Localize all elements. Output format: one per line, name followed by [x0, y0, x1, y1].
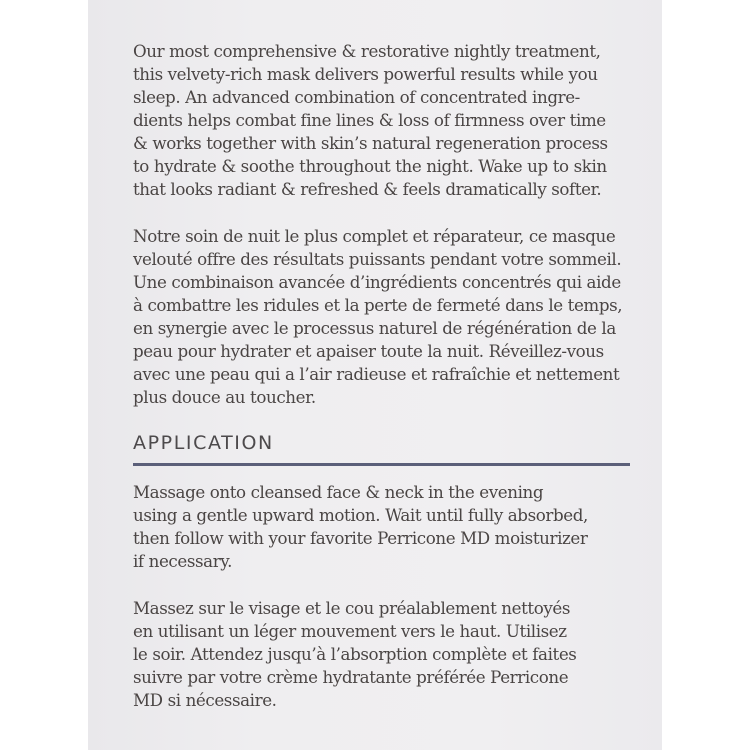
- text-line: that looks radiant & refreshed & feels dramatically softer.: [133, 179, 602, 199]
- text-line: Une combinaison avancée d’ingrédients concentrés qui aide: [133, 272, 621, 292]
- text-line: le soir. Attendez jusqu’à l’absorption complète et faites: [133, 644, 577, 664]
- text-line: en utilisant un léger mouvement vers le haut. Utilisez: [133, 621, 567, 641]
- text-line: suivre par votre crème hydratante préférée Perricone: [133, 667, 569, 687]
- text-line: plus douce au toucher.: [133, 387, 316, 407]
- text-line: velouté offre des résultats puissants pendant votre sommeil.: [133, 249, 622, 269]
- text-line: this velvety-rich mask delivers powerful results while you: [133, 64, 598, 84]
- description-french: [133, 225, 633, 409]
- text-line: en synergie avec le processus naturel de régénération de la: [133, 318, 616, 338]
- text-line: avec une peau qui a l’air radieuse et rafraîchie et nettement: [133, 364, 620, 384]
- text-line: à combattre les ridules et la perte de fermeté dans le temps,: [133, 295, 623, 315]
- text-line: Massez sur le visage et le cou préalablement nettoyés: [133, 598, 571, 618]
- application-french: [133, 597, 633, 712]
- heading-divider: [133, 463, 630, 466]
- text-line: to hydrate & soothe throughout the night. Wake up to skin: [133, 156, 607, 176]
- application-heading: APPLICATION: [133, 432, 274, 454]
- text-line: dients helps combat fine lines & loss of firmness over time: [133, 110, 606, 130]
- text-line: & works together with skin’s natural regeneration process: [133, 133, 608, 153]
- text-line: if necessary.: [133, 551, 233, 571]
- text-line: MD si nécessaire.: [133, 690, 277, 710]
- text-line: peau pour hydrater et apaiser toute la nuit. Réveillez-vous: [133, 341, 604, 361]
- text-line: Our most comprehensive & restorative nightly treatment,: [133, 41, 601, 61]
- description-english: [133, 40, 633, 201]
- text-line: Notre soin de nuit le plus complet et réparateur, ce masque: [133, 226, 616, 246]
- text-line: then follow with your favorite Perricone MD moisturizer: [133, 528, 588, 548]
- text-line: using a gentle upward motion. Wait until fully absorbed,: [133, 505, 588, 525]
- text-line: sleep. An advanced combination of concentrated ingre-: [133, 87, 580, 107]
- application-english: [133, 481, 633, 573]
- text-line: Massage onto cleansed face & neck in the evening: [133, 482, 544, 502]
